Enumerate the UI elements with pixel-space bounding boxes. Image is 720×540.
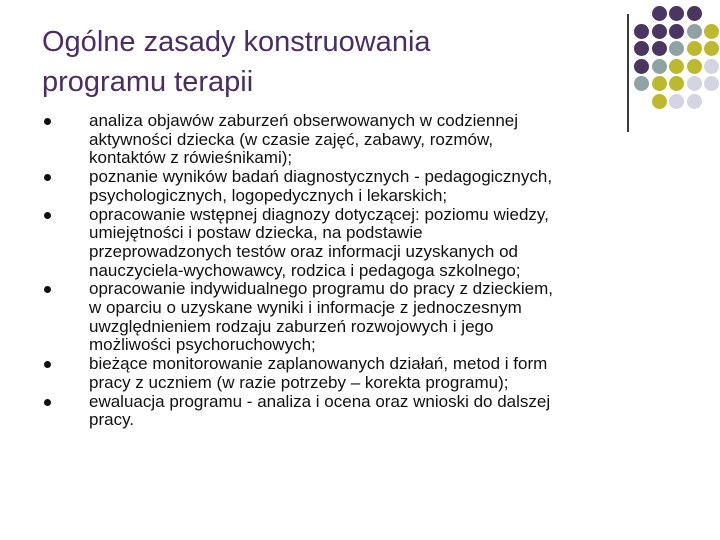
list-item-line: opracowanie indywidualnego programu do pracy z dzieckiem,	[89, 279, 553, 299]
slide-title-line: programu terapii	[42, 66, 254, 98]
list-item-line: możliwości psychoruchowych;	[89, 335, 316, 355]
list-item-line: kontaktów z rówieśnikami);	[89, 148, 293, 168]
list-item	[42, 112, 677, 168]
decorative-dot	[652, 59, 667, 74]
list-item	[42, 280, 677, 355]
decorative-dot	[652, 41, 667, 56]
list-item	[42, 355, 677, 392]
list-item-line: przeprowadzonych testów oraz informacji uzyskanych od	[89, 241, 518, 261]
decorative-dot	[704, 59, 719, 74]
decorative-dot	[669, 59, 684, 74]
list-item-line: nauczyciela-wychowawcy, rodzica i pedagoga szkolnego;	[89, 260, 521, 280]
bullet-dot-icon	[44, 118, 51, 125]
decorative-dot	[634, 24, 649, 39]
decorative-dot	[652, 24, 667, 39]
list-item-line: opracowanie wstępnej diagnozy dotyczącej: poziomu wiedzy,	[89, 204, 549, 224]
list-item-line: umiejętności i postaw dziecka, na podstawie	[89, 223, 423, 243]
list-item-line: psychologicznych, logopedycznych i lekarskich;	[89, 185, 448, 205]
list-item-text	[89, 206, 677, 281]
decorative-dot	[669, 6, 684, 21]
decorative-dot	[704, 24, 719, 39]
list-item-line: pracy z uczniem (w razie potrzeby – korekta programu);	[89, 372, 509, 392]
list-item-text	[89, 168, 677, 205]
list-item-line: bieżące monitorowanie zaplanowanych działań, metod i form	[89, 354, 548, 374]
list-item-line: analiza objawów zaburzeń obserwowanych w codziennej	[89, 111, 519, 130]
bullet-dot-icon	[44, 399, 51, 406]
decorative-dot	[687, 41, 702, 56]
list-item-text	[89, 355, 677, 392]
decorative-dot	[669, 76, 684, 91]
list-item	[42, 393, 677, 430]
slide-title-line: Ogólne zasady konstruowania	[42, 26, 431, 58]
list-item-line: aktywności dziecka (w czasie zajęć, zabawy, rozmów,	[89, 129, 494, 149]
list-item-line: uwzględnieniem rodzaju zaburzeń rozwojowych i jego	[89, 316, 494, 336]
decorative-dot	[652, 94, 667, 109]
list-item-text	[89, 393, 677, 430]
bullet-dot-icon	[44, 174, 51, 181]
list-item-line: w oparciu o uzyskane wyniki i informacje z jednoczesnym	[89, 298, 522, 318]
decorative-dot	[669, 41, 684, 56]
bullet-dot-icon	[44, 212, 51, 219]
decorative-dot	[687, 94, 702, 109]
decorative-dot	[652, 6, 667, 21]
decorative-dot	[687, 59, 702, 74]
decorative-dot	[634, 76, 649, 91]
decorative-dot	[687, 76, 702, 91]
list-item-text	[89, 112, 677, 168]
decorative-dot	[652, 76, 667, 91]
decorative-dot	[634, 41, 649, 56]
list-item-text	[89, 280, 677, 355]
decorative-dot	[687, 24, 702, 39]
decorative-dot	[634, 59, 649, 74]
list-item-line: poznanie wyników badań diagnostycznych - pedagogicznych,	[89, 167, 553, 187]
list-item-line: pracy.	[89, 410, 135, 430]
decorative-dot	[704, 76, 719, 91]
list-item	[42, 206, 677, 281]
bullet-list	[42, 112, 677, 430]
list-item	[42, 168, 677, 205]
decorative-dot	[704, 41, 719, 56]
decorative-dot	[687, 6, 702, 21]
bullet-dot-icon	[44, 286, 51, 293]
bullet-dot-icon	[44, 361, 51, 368]
decorative-dot	[669, 94, 684, 109]
list-item-line: ewaluacja programu - analiza i ocena oraz wnioski do dalszej	[89, 391, 551, 411]
decorative-dot	[669, 24, 684, 39]
